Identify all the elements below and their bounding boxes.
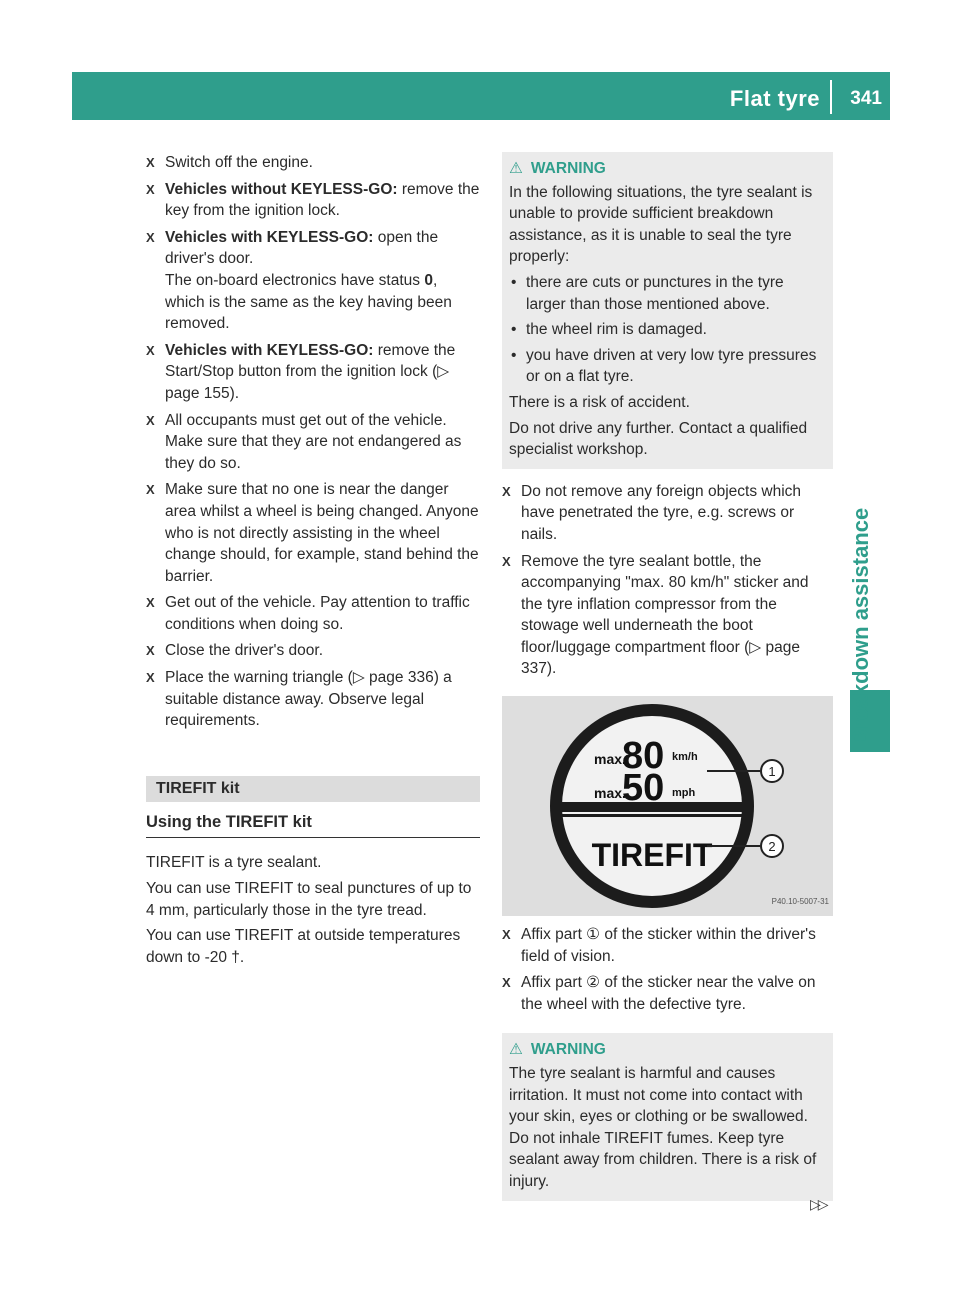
list-item: • you have driven at very low tyre pressures or on a flat tyre. [511,346,817,386]
step-item: X Make sure that no one is near the danger area whilst a wheel is being changed. Anyone who is not directly assisting in the wheel change should, for example, stand behind the barrier. [146,481,479,585]
step-item: X Get out of the vehicle. Pay attention to traffic conditions when doing so. [146,594,470,633]
step-item: X Vehicles without KEYLESS-GO: remove the key from the ignition lock. [146,180,480,220]
header-bar [72,72,890,120]
sticker-brand: TIREFIT [591,837,713,874]
sticker-max-label: max. [594,785,626,802]
sticker-unit-kmh: km/h [672,751,698,764]
sticker-unit-mph: mph [672,787,696,800]
step-arrow-icon: X [502,553,511,569]
warning-box [502,1033,833,1200]
left-column [146,152,480,972]
step-arrow-icon: X [502,483,511,499]
step-arrow-icon: X [502,975,511,991]
right-column [502,152,833,1201]
step-arrow-icon: X [146,670,155,686]
warning-triangle-icon: ⚠ [509,1041,523,1059]
warning-box [502,152,833,469]
step-arrow-icon: X [146,595,155,611]
sticker-max-label: max. [594,751,626,768]
step-item: X Remove the tyre sealant bottle, the accompanying "max. 80 km/h" sticker and the tyre inflation compressor from the stowage well underneath the boot floor/luggage compartment floor (▷ page 337). [502,552,809,678]
step-item: X All occupants must get out of the vehicle. Make sure that they are not endangered as they do so. [146,411,462,472]
warning-triangle-icon: ⚠ [509,160,523,177]
step-item: X Switch off the engine. [146,152,480,174]
warning-text: Do not drive any further. Contact a qualified specialist workshop. [509,419,808,459]
sticker-speed-kmh: 80 [622,735,665,778]
paragraph: TIREFIT is a tyre sealant. [146,854,322,872]
warning-title: ⚠ WARNING [509,1039,826,1061]
step-item: X Vehicles with KEYLESS-GO: remove the Start/Stop button from the ignition lock (▷ page 155). [146,341,456,402]
step-item: X Close the driver's door. [146,640,480,662]
page-number: 341 [850,88,882,109]
header-divider [830,80,832,114]
step-arrow-icon: X [146,412,155,428]
step-item: X Affix part ① of the sticker within the driver's field of vision. [502,926,816,965]
paragraph: You can use TIREFIT at outside temperatures down to -20 †. [146,927,461,966]
figure-code: P40.10-5007-31 [771,897,829,907]
list-item: • there are cuts or punctures in the tyre larger than those mentioned above. [511,273,784,313]
page-title: Flat tyre [729,86,820,111]
sticker-speed-mph: 50 [622,767,665,810]
warning-text: The tyre sealant is harmful and causes irritation. It must not come into contact with your skin, eyes or clothing or be swallowed. Do not inhale TIREFIT fumes. Keep tyre sealant away from children. There is a risk of injury. [509,1065,817,1190]
step-note: The on-board electronics have status [165,271,425,289]
continue-arrow-icon: ▷▷ [810,1196,826,1212]
step-arrow-icon: X [146,155,155,170]
step-item: X Affix part ② of the sticker near the valve on the wheel with the defective tyre. [502,974,816,1013]
step-item: X Vehicles with KEYLESS-GO: open the driver's door. The on-board electronics have status 0, which is the same as the key having been removed. [146,228,452,333]
step-arrow-icon: X [146,181,155,197]
callout-2: 2 [768,839,776,855]
step-arrow-icon: X [146,643,155,659]
callout-1: 1 [768,764,776,780]
sticker-illustration [502,696,833,916]
warning-title: ⚠ WARNING [509,158,826,180]
step-item: X Place the warning triangle (▷ page 336) a suitable distance away. Observe legal requirements. [146,669,452,730]
step-arrow-icon: X [502,927,511,943]
section-heading-box: TIREFIT kit [146,776,480,802]
warning-intro: In the following situations, the tyre sealant is unable to provide sufficient breakdown assistance, as it is unable to seal the tyre properly: [509,183,813,266]
side-tab-label: Breakdown assistance [848,507,873,745]
step-arrow-icon: X [146,342,155,358]
step-item: X Do not remove any foreign objects which have penetrated the tyre, e.g. screws or nails. [502,482,802,543]
list-item: • the wheel rim is damaged. [511,321,707,339]
step-arrow-icon: X [146,229,155,245]
tirefit-sticker-figure [502,696,833,916]
step-arrow-icon: X [146,482,155,498]
warning-text: There is a risk of accident. [509,393,690,411]
subheading: Using the TIREFIT kit [146,812,480,839]
paragraph: You can use TIREFIT to seal punctures of up to 4 mm, particularly those in the tyre tread. [146,880,472,919]
